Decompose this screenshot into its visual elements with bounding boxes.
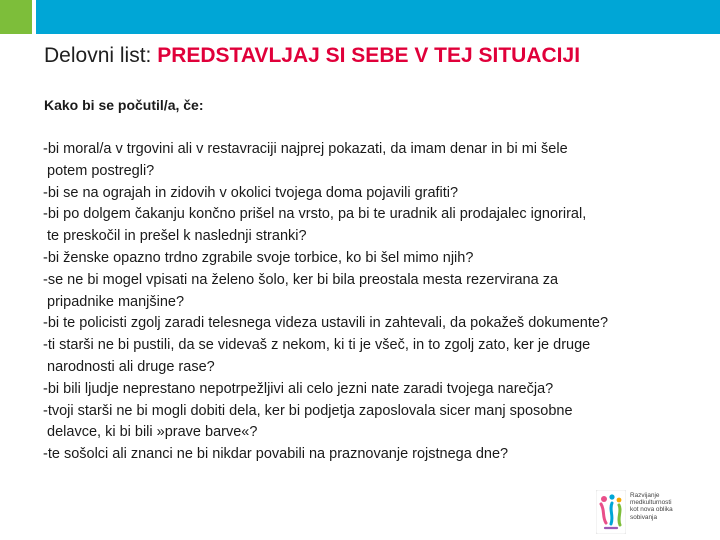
logo-line: kot nova oblika (630, 506, 673, 514)
question-text: -bi po dolgem čakanju končno prišel na vrsto, pa bi te uradnik ali prodajalec ignoriral, (43, 206, 587, 223)
question-item (43, 444, 703, 466)
question-text: -bi te policisti zgolj zaradi telesnega videza ustavili in zahtevali, da pokažeš dokumente? (43, 315, 609, 332)
question-item (43, 226, 703, 248)
logo-line: Razvijanje (630, 492, 660, 499)
question-text: -bi moral/a v trgovini ali v restavraciji najprej pokazati, da imam denar in bi mi šele (43, 141, 568, 157)
question-item (43, 422, 703, 444)
question-text: -bi ženske opazno trdno zgrabile svoje torbice, ko bi šel mimo njih? (43, 249, 474, 266)
header-stripe (0, 0, 32, 34)
question-item (43, 248, 703, 270)
question-item (43, 313, 703, 335)
question-item (43, 357, 703, 379)
question-item (43, 270, 703, 292)
page-title (44, 44, 580, 68)
logo-line: medkulturnosti (630, 499, 672, 507)
question-item (43, 379, 703, 401)
project-logo (596, 490, 676, 538)
header-stripe (36, 0, 720, 34)
question-text: -se ne bi mogel vpisati na želeno šolo, ker bi bila preostala mesta rezervirana za (43, 271, 559, 288)
question-item (43, 161, 703, 183)
question-item (43, 292, 703, 314)
question-intro: Kako bi se počutil/a, če: (44, 97, 204, 113)
question-text: -bi bili ljudje neprestano nepotrpežljivi ali celo jezni nate zaradi tvojega narečja? (43, 380, 554, 397)
question-list (43, 139, 703, 466)
question-text: delavce, ki bi bili »prave barve«? (43, 424, 258, 441)
question-item (43, 335, 703, 357)
question-text: -bi se na ograjah in zidovih v okolici tvojega doma pojavili grafiti? (43, 184, 459, 201)
question-text: te preskočil in prešel k naslednji stranki? (43, 228, 307, 245)
question-text: -ti starši ne bi pustili, da se videvaš z nekom, ki ti je všeč, in to zgolj zato, ker je druge (43, 337, 591, 354)
question-text: narodnosti ali druge rase? (43, 358, 215, 375)
question-text: -te sošolci ali znanci ne bi nikdar povabili na praznovanje rojstnega dne? (43, 446, 509, 463)
question-item (43, 139, 703, 161)
logo-line: sobivanja (630, 513, 658, 521)
question-text: pripadnike manjšine? (43, 293, 185, 310)
multicultural-logo-icon (596, 490, 626, 534)
title-main: PREDSTAVLJAJ SI SEBE V TEJ SITUACIJI (157, 44, 581, 67)
question-text: -tvoji starši ne bi mogli dobiti dela, ker bi podjetja zaposlovala sicer manj sposobne (43, 402, 573, 419)
title-prefix: Delovni list: (44, 44, 158, 67)
header-stripes (0, 0, 720, 34)
question-item (43, 183, 703, 205)
question-item (43, 204, 703, 226)
question-text: potem postregli? (43, 162, 155, 179)
logo-text (630, 490, 673, 521)
question-item (43, 401, 703, 423)
